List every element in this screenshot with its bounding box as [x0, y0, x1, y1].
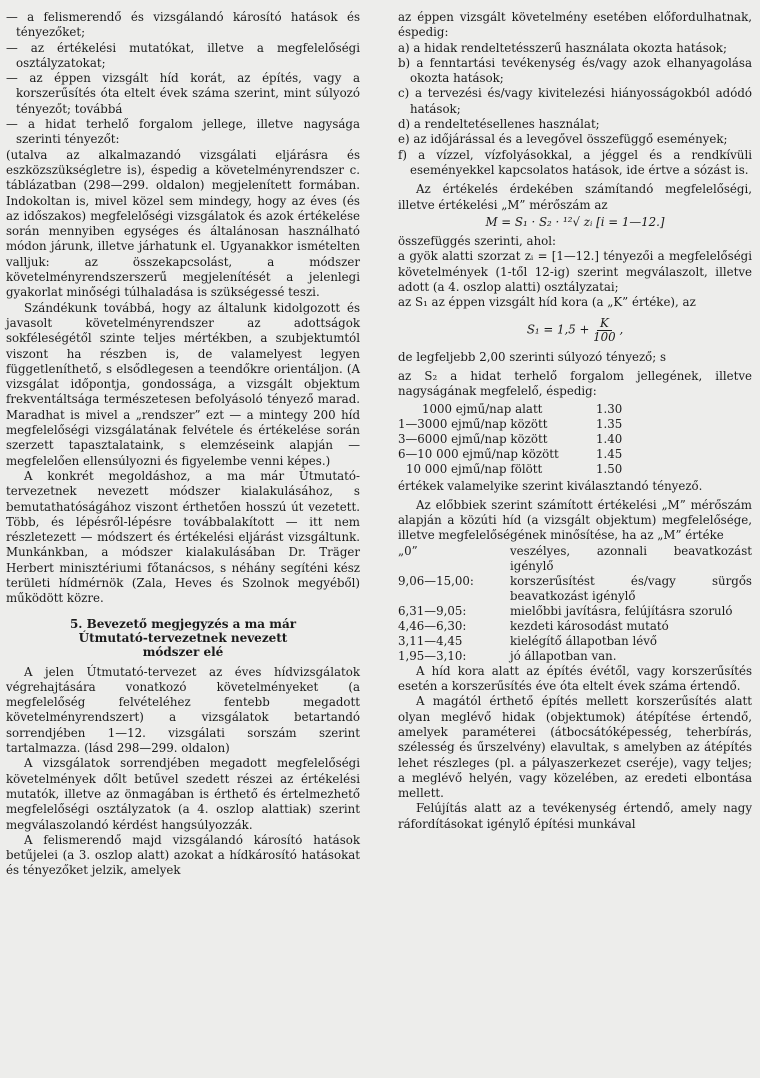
- fraction-numerator: K: [597, 317, 612, 331]
- traffic-value: 1.30: [596, 401, 623, 416]
- paragraph-values: értékek valamelyike szerint kiválasztandó tényező.: [398, 478, 703, 493]
- rating-range: 1,95—3,10:: [398, 648, 467, 663]
- paragraph-evaluation: Az értékelés érdekében számítandó megfelelőségi, illetve értékelési „M” mérőszám az: [398, 182, 752, 212]
- rating-range: 6,31—9,05:: [398, 603, 467, 618]
- rating-text: kezdeti károsodást mutató: [510, 618, 669, 633]
- traffic-value: 1.40: [596, 431, 623, 446]
- dash-item-harmful-effects: — a felismerendő és vizsgálandó károsító hatások és tényezőket;: [6, 10, 360, 40]
- rating-text: korszerűsítést és/vagy sürgős beavatkozást igénylő: [510, 573, 752, 603]
- paragraph-intro: az éppen vizsgált követelmény esetében előfordulhatnak, éspedig:: [398, 10, 752, 40]
- rating-range: 4,46—6,30:: [398, 618, 467, 633]
- table-row: [398, 462, 626, 477]
- lettered-item-d: d) a rendeltetésellenes használat;: [398, 117, 600, 132]
- lettered-item-a: a) a hidak rendeltetésszerű használata okozta hatások;: [398, 40, 727, 55]
- dash-item-traffic-factor: — a hidat terhelő forgalom jellege, illetve nagysága szerinti tényezőt:: [6, 117, 360, 147]
- table-row: [398, 402, 626, 417]
- traffic-value: 1.35: [596, 416, 623, 431]
- table-row: [398, 619, 752, 634]
- rating-range: 9,06—15,00:: [398, 573, 474, 588]
- formula-s1-fraction: [593, 317, 616, 344]
- paragraph-bridge-age: A híd kora alatt az építés évétől, vagy korszerűsítés esetén a korszerűsítés éve óta eltelt évek száma értendő.: [398, 663, 752, 694]
- formula-m: M = S₁ · S₂ · ¹²√ zᵢ [i = 1—12.]: [485, 214, 665, 229]
- paragraph-s1: az S₁ az éppen vizsgált híd kora (a „K” értéke), az: [398, 295, 696, 310]
- dash-item-evaluation-indicators: — az értékelési mutatókat, illetve a megfelelőségi osztályzatokat;: [6, 40, 360, 70]
- paragraph-order: A vizsgálatok sorrendjében megadott megfelelőségi követelmények dőlt betűvel szedett részei az értékelési mutatók, illetve az önmagában is érthető és értelmezhető megfelelőségi osztályzatok (a 4. oszlop alattiak) szerint megválaszolandó kérdést hangsúlyozzák.: [6, 756, 360, 832]
- paragraph-continuation: (utalva az alkalmazandó vizsgálati eljárásra és eszközszükségletre is), éspedig a követelményrendszer c. táblázatban (298—299. oldalon) megjelenített formában. Indokoltan is, mivel közel sem mindegy, hogy az éves (és az időszakos) megfelelőségi vizsgálatok és azok értékelése során mennyiben egységes és általánosan használható módon járunk, illetve járhatunk el. Ugyanakkor ismételten valljuk: az összekapcsolást, a módszer követelményrendszerszerű megjelenítését a jelenlegi gyakorlat minőségi túlhaladása is szükségessé teszi.: [6, 147, 360, 300]
- rating-table: [398, 544, 752, 664]
- table-row: [398, 649, 752, 664]
- table-row: [398, 604, 752, 619]
- traffic-range: 1—3000 ejmű/nap között: [398, 416, 548, 431]
- formula-s1-end: ,: [619, 322, 624, 337]
- lettered-item-b: b) a fenntartási tevékenység és/vagy azok elhanyagolása okozta hatások;: [398, 55, 752, 86]
- lettered-item-f: f) a vízzel, vízfolyásokkal, a jéggel és a rendkívüli eseményekkel kapcsolatos hatások, ide értve a sózást is.: [398, 147, 752, 177]
- table-row: [398, 634, 752, 649]
- formula-s1-left: S₁ = 1,5 +: [526, 322, 590, 337]
- lettered-item-c: c) a tervezési és/vagy kivitelezési hiányosságokból adódó hatások;: [398, 86, 752, 116]
- paragraph-present-guide: A jelen Útmutató-tervezet az éves hídvizsgálatok végrehajtására vonatkozó követelményeket (a megfelelőség felvételéhez fentebb megadott követelményrendszert) a vizsgálatok betartandó sorrendjében 1—12. vizsgálati sorszám szerint tartalmazza. (lásd 298—299. oldalon): [6, 664, 360, 756]
- paragraph-previous: Az előbbiek szerint számított értékelési „M” mérőszám alapján a közúti híd (a vizsgált objektum) megfelelősége, illetve megfelelőségének minősítése, ha az „M” értéke: [398, 497, 752, 543]
- paragraph-root-product: a gyök alatti szorzat zᵢ = [1—12.] tényezői a megfelelőségi követelmények (1-től 12-ig) szerint megválaszolt, illetve adott (a 4. oszlop alatti) osztályzatai;: [398, 249, 752, 295]
- rating-text: veszélyes, azonnali beavatkozást igénylő: [510, 543, 752, 573]
- table-row: [398, 432, 626, 447]
- paragraph-intention: Szándékunk továbbá, hogy az általunk kidolgozott és javasolt követelményrendszer az adottságok sokféleségétől szinte teljes mértékben, a szubjektumtól viszont ha részben is, de valamelyest legyen függetleníthető, s elsődlegesen a teendőkre orientáljon. (A vizsgálat időpontja, gondossága, a vizsgált objektum frekventáltsága természetesen befolyásoló tényező marad. Maradhat is mivel a „rendszer” ezt — a mintegy 200 híd megfelelőségi vizsgálatának felvétele és értékelése során szerzett tapasztalataink, s elemzéseink alapján — megfelelően ellensúlyozni és figyelembe venni képes.): [6, 300, 360, 468]
- left-column: [6, 10, 360, 879]
- traffic-value: 1.50: [596, 461, 623, 476]
- lettered-item-e: e) az időjárással és a levegővel összefüggő események;: [398, 132, 728, 147]
- right-column: [398, 10, 752, 832]
- paragraph-s2: az S₂ a hidat terhelő forgalom jellegének, illetve nagyságának megfelelő, éspedig:: [398, 368, 752, 399]
- formula-s1: [398, 317, 752, 344]
- table-row: [398, 544, 752, 574]
- traffic-value: 1.45: [596, 446, 623, 461]
- rating-text: jó állapotban van.: [510, 648, 617, 663]
- rating-text: mielőbbi javításra, felújításra szoruló: [510, 603, 733, 618]
- paragraph-max: de legfeljebb 2,00 szerinti súlyozó tényező; s: [398, 349, 667, 364]
- table-row: [398, 574, 752, 604]
- paragraph-relation: összefüggés szerinti, ahol:: [398, 234, 557, 249]
- traffic-table: [398, 402, 626, 477]
- rating-range: 3,11—4,45: [398, 633, 463, 648]
- paragraph-recognizable: A felismerendő majd vizsgálandó károsító hatások betűjelei (a 3. oszlop alatt) azokat a hídkárosító hatásokat és tényezőket jelzik, amelyek: [6, 832, 360, 878]
- rating-range: „0”: [398, 543, 418, 558]
- heading-line: módszer elé: [142, 644, 224, 659]
- heading-line: Útmutató-tervezetnek nevezett: [78, 630, 288, 645]
- fraction-denominator: 100: [593, 329, 616, 344]
- dash-item-bridge-age: — az éppen vizsgált híd korát, az építés, vagy a korszerűsítés óta eltelt évek száma szerint, mint súlyozó tényezőt; továbbá: [6, 71, 360, 116]
- traffic-range: 6—10 000 ejmű/nap között: [398, 446, 559, 461]
- paragraph-concrete-solution: A konkrét megoldáshoz, a ma már Útmutató-tervezetnek nevezett módszer kialakulásához, s bemutathatóságához viszont érthetően hosszú út vezetett. Több, és lépésről-lépésre továbbalakított — itt nem részletezett — módszert és értékelési eljárást vizsgáltunk. Munkánkban, a módszer kialakulásában Dr. Träger Herbert minisztériumi főtanácsos, s néhány segíténi kész területi hídmérnök (Zala, Heves és Szolnok megyéből) működött közre.: [6, 468, 360, 606]
- table-row: [398, 417, 626, 432]
- traffic-range: 3—6000 ejmű/nap között: [398, 431, 548, 446]
- heading-line: 5. Bevezető megjegyzés a ma már: [69, 616, 297, 631]
- rating-text: kielégítő állapotban lévő: [510, 633, 658, 648]
- paragraph-modernization: A magától érthető építés mellett korszerűsítés alatt olyan meglévő hidak (objektumok) átépítése értendő, amelyek paraméterei (átbocsátóképesség, teherbírás, szélesség és űrszelvény) elavultak, s amelyben az átépítés lehet részleges (pl. a pályaszerkezet cseréje), vagy teljes; a meglévő helyén, vagy közelében, az eredeti elbontása mellett.: [398, 694, 752, 801]
- traffic-range: 10 000 ejmű/nap fölött: [406, 461, 543, 476]
- traffic-range: 1000 ejmű/nap alatt: [422, 401, 543, 416]
- section-heading: [6, 617, 360, 659]
- table-row: [398, 447, 626, 462]
- paragraph-renovation: Felújítás alatt az a tevékenység értendő, amely nagy ráfordításokat igénylő építési munkával: [398, 801, 752, 831]
